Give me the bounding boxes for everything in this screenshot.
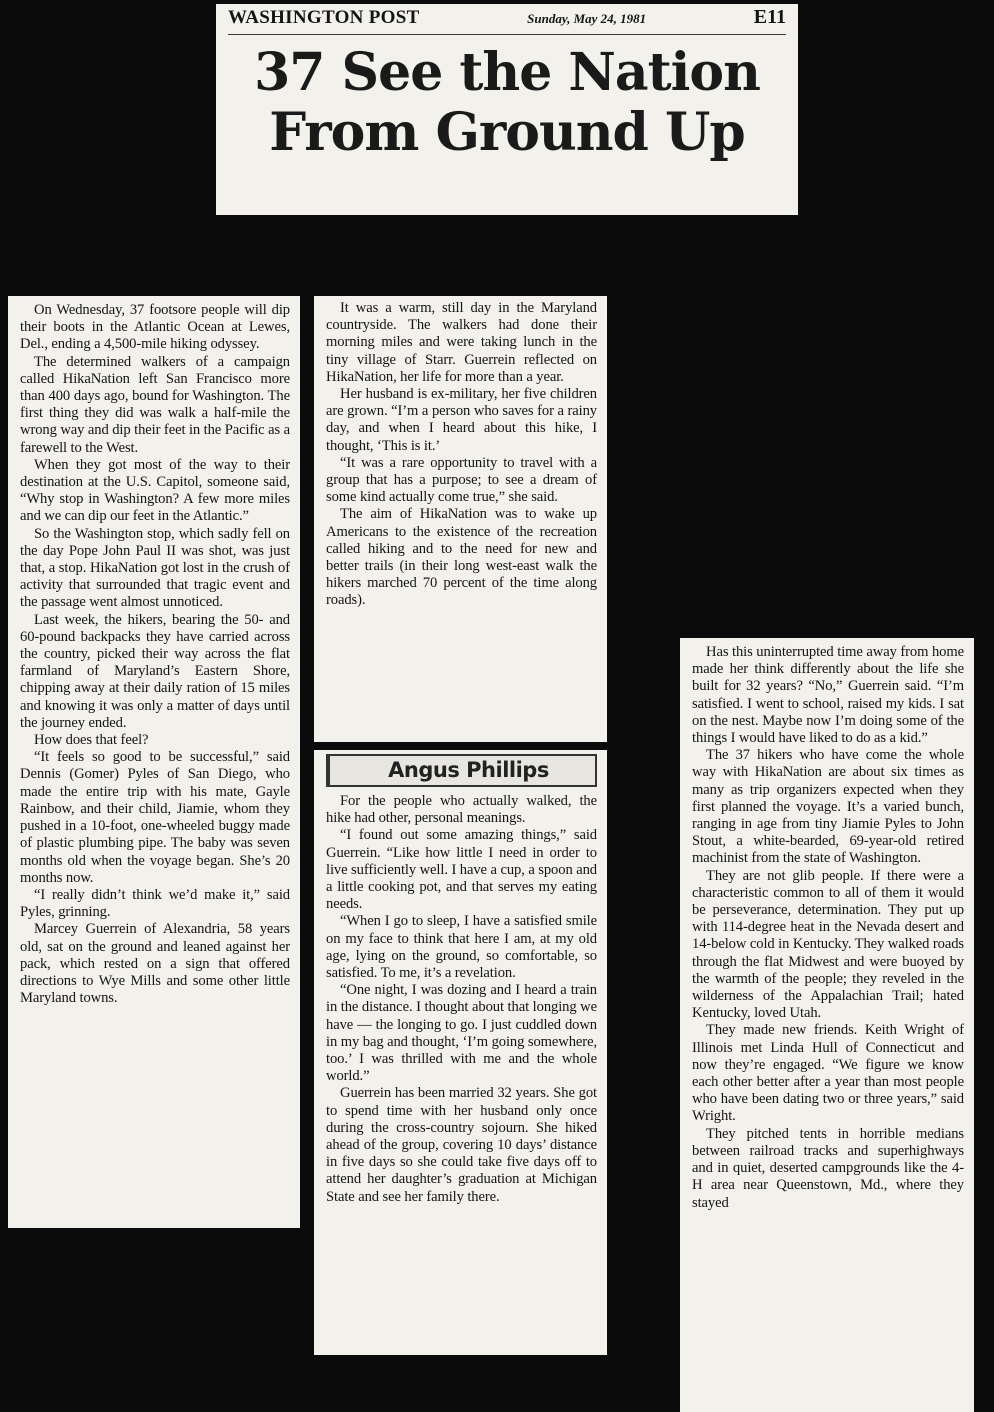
paragraph: So the Washington stop, which sadly fell on the day Pope John Paul II was shot, was just that, a stop. HikaNation got lost in the crush of activity that surrounded that tragic event and the passage went almost unnoticed. (20, 525, 290, 611)
headline (228, 43, 786, 163)
paragraph: Last week, the hikers, bearing the 50- and 60-pound backpacks they have carried across the country, picked their way across the flat farmland of Maryland’s Eastern Shore, chipping away at their daily ration of 15 miles and knowing it was only a matter of days until the journey ended. (20, 611, 290, 731)
article-column-2-bottom (314, 750, 607, 1355)
byline: Angus Phillips (388, 758, 549, 782)
article-column-2-top (314, 296, 607, 742)
paragraph: “When I go to sleep, I have a satisfied smile on my face to think that here I am, at my old age, lying on the ground, so comfortable, so satisfied. To me, it’s a revelation. (326, 913, 597, 982)
paragraph: “It feels so good to be successful,” said Dennis (Gomer) Pyles of San Diego, who made the entire trip with his mate, Gayle Rainbow, and their child, Jiamie, whom they pushed in a 10-foot, one-wheeled buggy made of plastic plumbing pipe. The baby was seven months old when the voyage began. She’s 20 months now. (20, 749, 290, 886)
paragraph: The determined walkers of a campaign called HikaNation left San Francisco more than 400 days ago, bound for Washington. The first thing they did was walk a half-mile the wrong way and dip their feet in the Pacific as a farewell to the West. (20, 353, 290, 456)
paragraph: On Wednesday, 37 footsore people will dip their boots in the Atlantic Ocean at Lewes, Del., ending a 4,500-mile hiking odyssey. (20, 302, 290, 353)
paragraph: Marcey Guerrein of Alexandria, 58 years old, sat on the ground and leaned against her pack, which rested on a sign that offered directions to Wye Mills and some other little Maryland towns. (20, 921, 290, 1007)
headline-line-1: 37 See the Nation (254, 42, 760, 103)
paragraph: Her husband is ex-military, her five children are grown. “I’m a person who saves for a rainy day, and when I heard about this hike, I thought, ‘This is it.’ (326, 386, 597, 454)
paragraph: Guerrein has been married 32 years. She got to spend time with her husband only once during the cross-country sojourn. She hiked ahead of the group, covering 10 days’ distance in five days so she could take five days off to attend her daughter’s graduation at Michigan State and see her family there. (326, 1085, 597, 1205)
article-column-3 (680, 638, 974, 1412)
paragraph: They pitched tents in horrible medians between railroad tracks and superhighways and in quiet, deserted campgrounds like the 4-H area near Queenstown, Md., where they stayed (692, 1125, 964, 1211)
paragraph: The 37 hikers who have come the whole way with HikaNation are about six times as many as trip organizers expected when they first planned the voyage. It’s a varied bunch, ranging in age from tiny Jiamie Pyles to John Stout, a white-bearded, 69-year-old retired machinist from the state of Washington. (692, 747, 964, 867)
masthead (228, 4, 786, 35)
paragraph: “I really didn’t think we’d make it,” said Pyles, grinning. (20, 886, 290, 921)
paragraph: They are not glib people. If there were a characteristic common to all of them it would be perseverance, determination. They put up with 114-degree heat in the Nevada desert and 14-below cold in Kentucky. They walked roads through the flat Midwest and were buoyed by the warmth of the people; they reveled in the wilderness of the Appalachian Trail; hated Kentucky, loved Utah. (692, 867, 964, 1022)
headline-line-2: From Ground Up (269, 102, 745, 163)
headline-clipping (216, 4, 798, 215)
page-number: E11 (753, 6, 786, 28)
publication-date: Sunday, May 24, 1981 (527, 11, 647, 26)
article-column-1 (8, 296, 300, 1228)
paragraph: “I found out some amazing things,” said Guerrein. “Like how little I need in order to live sufficiently well. I have a cup, a spoon and a little cooking pot, and that serves my eating needs. (326, 827, 597, 913)
byline-box (326, 754, 597, 787)
paragraph: When they got most of the way to their destination at the U.S. Capitol, someone said, “Why stop in Washington? A few more miles and we can dip our feet in the Atlantic.” (20, 456, 290, 525)
paragraph: How does that feel? (34, 732, 149, 749)
paragraph: It was a warm, still day in the Maryland countryside. The walkers had done their morning miles and were taking lunch in the tiny village of Starr. Guerrein reflected on HikaNation, her life for more than a year. (326, 300, 597, 385)
paragraph: The aim of HikaNation was to wake up Americans to the existence of the recreation called hiking and to the need for new and better trails (in their long west-east walk the hikers marched 70 percent of the time along roads). (326, 506, 597, 609)
paragraph: They made new friends. Keith Wright of Illinois met Linda Hull of Connecticut and now they’re engaged. “We figure we know each other better after a year than most people who have been dating two or three years,” said Wright. (692, 1022, 964, 1125)
publication-name: WASHINGTON POST (228, 7, 420, 28)
paragraph: “It was a rare opportunity to travel with a group that has a purpose; to see a dream of some kind actually come true,” she said. (326, 454, 597, 506)
paragraph: Has this uninterrupted time away from home made her think differently about the life she built for 32 years? “No,” Guerrein said. “I’m satisfied. I went to school, raised my kids. I sat on the nest. Maybe now I’m doing some of the things I would have liked to do as a kid.” (692, 644, 964, 747)
paragraph: “One night, I was dozing and I heard a train in the distance. I thought about that longing we have — the longing to go. I just cuddled down in my bag and thought, ‘I’m going somewhere, too.’ I was thrilled with me and the whole world.” (326, 982, 597, 1085)
paragraph: For the people who actually walked, the hike had other, personal meanings. (326, 793, 597, 827)
